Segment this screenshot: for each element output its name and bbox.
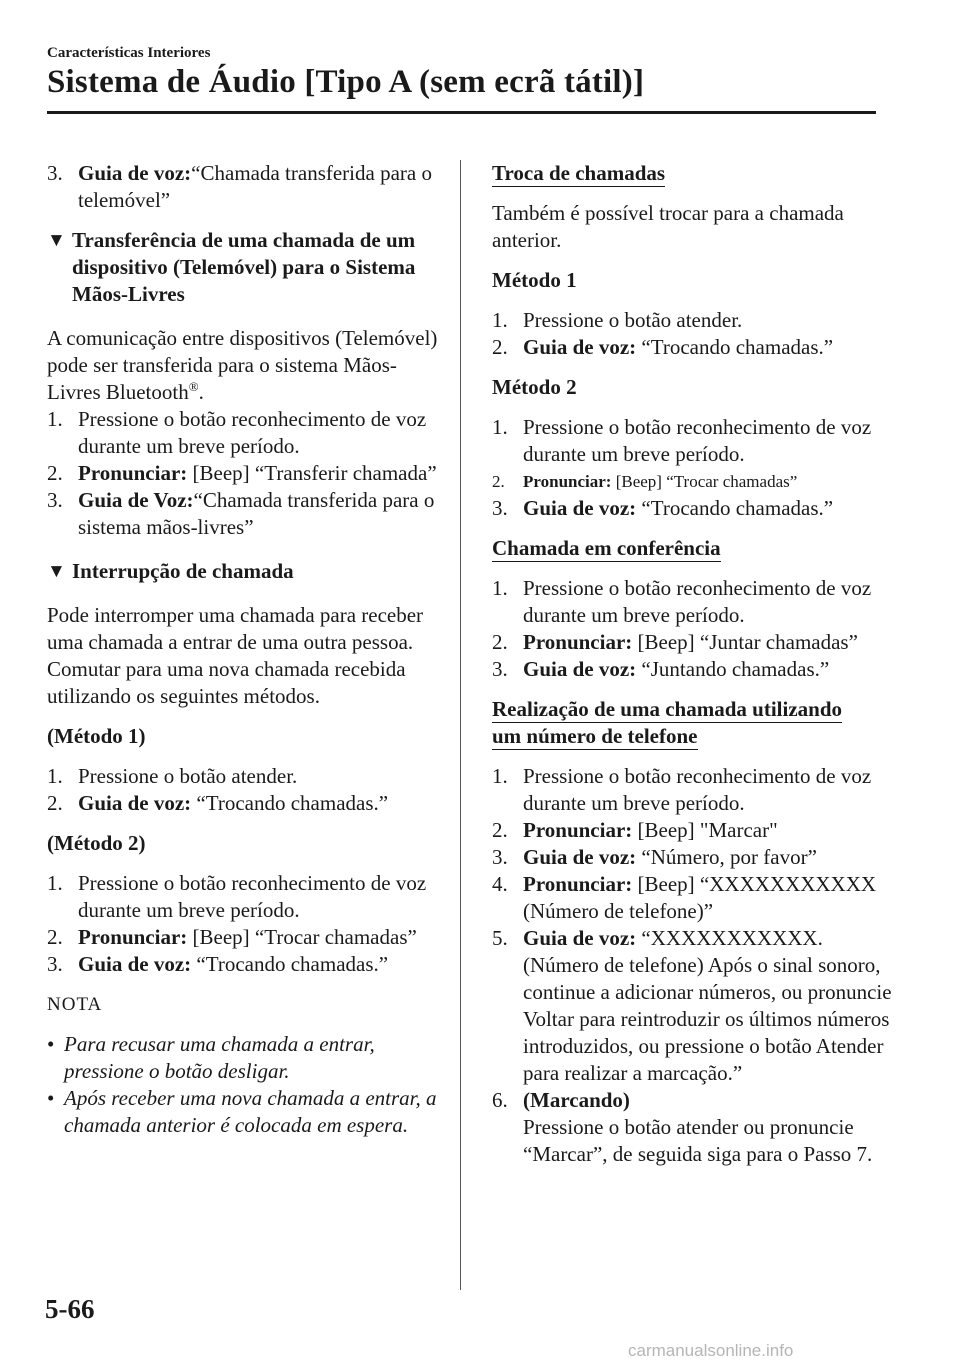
- step-label: Pronunciar:: [523, 472, 612, 491]
- note-title: NOTA: [47, 994, 103, 1015]
- column-divider: [460, 160, 461, 1290]
- step-label: Pronunciar:: [523, 872, 633, 896]
- subsection-title: [492, 535, 892, 562]
- step-number: 3.: [492, 657, 508, 681]
- registered-mark: ®: [188, 379, 199, 394]
- step-number: 3.: [47, 161, 63, 185]
- step: [492, 656, 892, 683]
- step-text: “Número, por favor”: [636, 845, 817, 869]
- step-text: Pressione o botão reconhecimento de voz durante um breve período.: [78, 407, 427, 458]
- step-text: “Trocando chamadas.”: [636, 335, 834, 359]
- step: [492, 575, 892, 629]
- bullet-icon: •: [47, 1032, 55, 1056]
- step-text: “XXXXXXXXXXX. (Número de telefone) Após o sinal sonoro, continue a adicionar números, ou pronuncie Voltar para reintroduzir os últimos números introduzidos, ou pressione o botão Atender para realizar a marcação.”: [523, 926, 892, 1085]
- step-text: “Trocando chamadas.”: [636, 496, 834, 520]
- step-text: Pressione o botão reconhecimento de voz durante um breve período.: [523, 576, 872, 627]
- step-label: Guia de voz:: [523, 926, 637, 950]
- page-number: 5-66: [45, 1294, 95, 1324]
- step-number: 1.: [492, 415, 508, 439]
- step-text: [Beep] “Juntar chamadas”: [632, 630, 858, 654]
- step: [492, 871, 892, 925]
- header-section: Características Interiores: [47, 45, 211, 61]
- step-number: 4.: [492, 872, 508, 896]
- step: [492, 925, 892, 1087]
- step-number: 3.: [47, 488, 63, 512]
- step: [492, 844, 892, 871]
- step-text: [Beep] “XXXXXXXXXXX (Número de telefone)”: [523, 872, 877, 923]
- method-title: Método 2: [492, 375, 577, 399]
- method-title: (Método 2): [47, 831, 146, 855]
- step: [47, 487, 442, 541]
- note-text: Após receber uma nova chamada a entrar, a chamada anterior é colocada em espera.: [64, 1086, 437, 1137]
- step-text: Pressione o botão reconhecimento de voz durante um breve período.: [523, 415, 872, 466]
- paragraph: Comutar para uma nova chamada recebida utilizando os seguintes métodos.: [47, 657, 406, 708]
- step-number: 2.: [47, 791, 63, 815]
- step-number: 6.: [492, 1088, 508, 1112]
- subsection-title-text: Chamada em conferência: [492, 536, 721, 560]
- step-label: Guia de voz:: [78, 952, 192, 976]
- step-text: “Trocando chamadas.”: [191, 952, 389, 976]
- step-label: Pronunciar:: [523, 818, 633, 842]
- method-title: Método 1: [492, 268, 577, 292]
- paragraph-text: A comunicação entre dispositivos (Telemóvel) pode ser transferida para o sistema Mãos-Livres Bluetooth: [47, 326, 438, 404]
- step: [492, 817, 892, 844]
- step: [492, 334, 892, 361]
- left-column: [47, 160, 442, 1139]
- step-text: [Beep] “Transferir chamada”: [187, 461, 437, 485]
- bullet-icon: •: [47, 1086, 55, 1110]
- step-number: 1.: [47, 407, 63, 431]
- note-bullet: [47, 1085, 442, 1139]
- step-text: Pressione o botão atender.: [78, 764, 298, 788]
- step: [47, 763, 442, 790]
- note-text: Para recusar uma chamada a entrar, pressione o botão desligar.: [64, 1032, 375, 1083]
- step-label: Guia de voz:: [523, 496, 637, 520]
- right-column: [492, 160, 892, 1168]
- section-title: Interrupção de chamada: [72, 559, 294, 583]
- step-label: Guia de voz:: [523, 335, 637, 359]
- step-text: “Chamada transferida para o sistema mãos-livres”: [78, 488, 435, 539]
- step-text: Pressione o botão reconhecimento de voz durante um breve período.: [523, 764, 872, 815]
- section-title: Transferência de uma chamada de um dispositivo (Telemóvel) para o Sistema Mãos-Livres: [72, 228, 416, 306]
- step: [492, 495, 892, 522]
- subsection-title-text: um número de telefone: [492, 724, 698, 748]
- page-title: Sistema de Áudio [Tipo A (sem ecrã tátil)]: [47, 64, 645, 100]
- step-text: Pressione o botão atender ou pronuncie “Marcar”, de seguida siga para o Passo 7.: [523, 1115, 873, 1166]
- header-rule: [47, 111, 876, 114]
- step-label: Pronunciar:: [78, 925, 188, 949]
- section-heading: [47, 558, 442, 585]
- step-number: 5.: [492, 926, 508, 950]
- step: [47, 870, 442, 924]
- step-number: 2.: [492, 335, 508, 359]
- step: [47, 790, 442, 817]
- step: [492, 414, 892, 468]
- step: [47, 160, 442, 214]
- note-bullet: [47, 1031, 442, 1085]
- step: [492, 629, 892, 656]
- subsection-title-text: Troca de chamadas: [492, 161, 666, 185]
- step-number: 1.: [47, 871, 63, 895]
- step-text: [Beep] “Trocar chamadas”: [611, 472, 798, 491]
- step-label: Guia de voz:: [78, 161, 192, 185]
- step: [47, 406, 442, 460]
- watermark: carmanualsonline.info: [628, 1341, 794, 1360]
- step-text: [Beep] "Marcar": [632, 818, 778, 842]
- subsection-title-text: Realização de uma chamada utilizando: [492, 697, 842, 721]
- step-number: 2.: [47, 461, 63, 485]
- step: [47, 924, 442, 951]
- paragraph: Pode interromper uma chamada para receber uma chamada a entrar de uma outra pessoa.: [47, 603, 424, 654]
- step-number: 2.: [492, 818, 508, 842]
- section-heading: [47, 227, 442, 308]
- step-number: 1.: [492, 576, 508, 600]
- paragraph-end: .: [198, 380, 204, 404]
- triangle-icon: ▼: [47, 561, 66, 582]
- step-number: 1.: [492, 764, 508, 788]
- triangle-icon: ▼: [47, 230, 66, 251]
- step-text: “Trocando chamadas.”: [191, 791, 389, 815]
- step-label: Guia de voz:: [78, 791, 192, 815]
- step-number: 1.: [47, 764, 63, 788]
- step-text: “Chamada transferida para o telemóvel”: [78, 161, 432, 212]
- step-number: 3.: [47, 952, 63, 976]
- paragraph: [47, 325, 442, 406]
- step-text: [Beep] “Trocar chamadas”: [187, 925, 417, 949]
- step-label: Guia de voz:: [523, 657, 637, 681]
- step-text: Pressione o botão reconhecimento de voz durante um breve período.: [78, 871, 427, 922]
- step-number: 3.: [492, 496, 508, 520]
- step: [492, 1087, 892, 1168]
- step: [47, 460, 442, 487]
- step: [47, 951, 442, 978]
- step-number: 1.: [492, 308, 508, 332]
- step-text: “Juntando chamadas.”: [636, 657, 830, 681]
- step-label: Pronunciar:: [523, 630, 633, 654]
- paragraph: Também é possível trocar para a chamada anterior.: [492, 201, 844, 252]
- step-label: Pronunciar:: [78, 461, 188, 485]
- step-number: 2.: [492, 472, 505, 491]
- step: [492, 468, 892, 495]
- step-label: Guia de voz:: [523, 845, 637, 869]
- method-title: (Método 1): [47, 724, 146, 748]
- step-text: Pressione o botão atender.: [523, 308, 743, 332]
- step-label: Guia de Voz:: [78, 488, 194, 512]
- step: [492, 763, 892, 817]
- subsection-title: [492, 696, 892, 750]
- step-label: (Marcando): [523, 1088, 630, 1112]
- subsection-title: [492, 160, 892, 187]
- step-number: 3.: [492, 845, 508, 869]
- step-number: 2.: [47, 925, 63, 949]
- step: [492, 307, 892, 334]
- step-number: 2.: [492, 630, 508, 654]
